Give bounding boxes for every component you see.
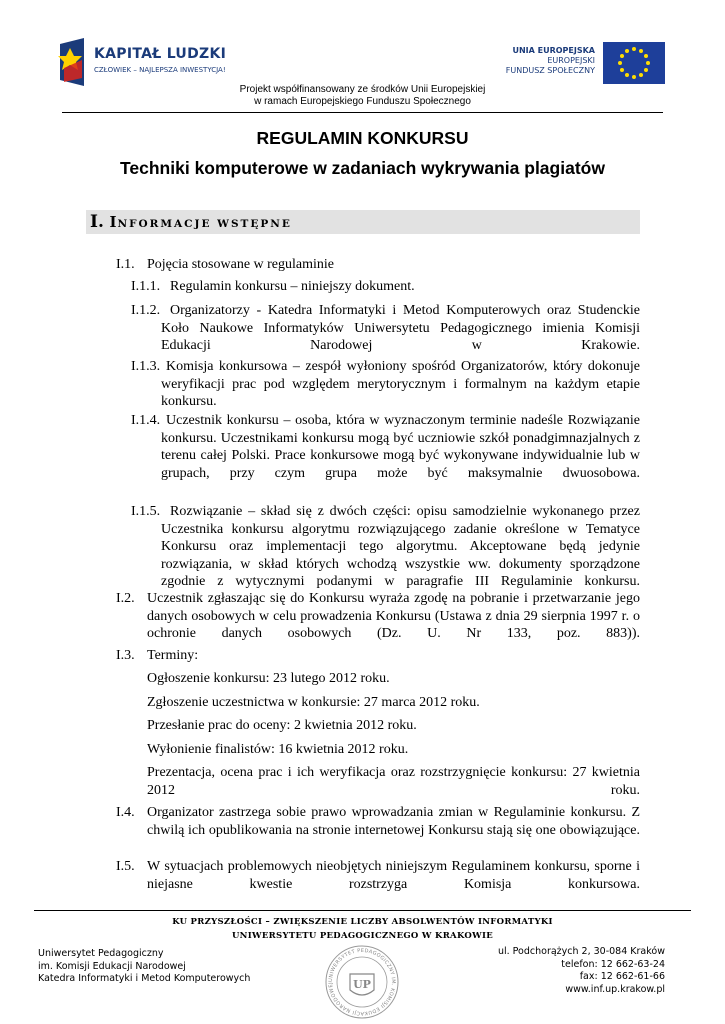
footer-address-left bbox=[38, 948, 250, 986]
list-item-i1-1 bbox=[131, 278, 646, 296]
term-submission bbox=[147, 717, 640, 735]
item-label: I.1. bbox=[116, 257, 135, 272]
eu-line-2: EUROPEJSKI bbox=[547, 56, 595, 65]
section-heading bbox=[90, 212, 292, 232]
footer-left-line: im. Komisji Edukacji Narodowej bbox=[38, 960, 186, 972]
cofinance-note bbox=[0, 84, 725, 108]
header-divider bbox=[62, 112, 663, 113]
item-label: I.1.2. bbox=[131, 303, 161, 318]
eu-line-1: UNIA EUROPEJSKA bbox=[512, 46, 595, 55]
footer-project-line-2: UNIWERSYTETU PEDAGOGICZNEGO W KRAKOWIE bbox=[231, 931, 494, 941]
kapital-ludzki-flag-icon bbox=[58, 38, 86, 86]
item-text: Organizatorzy - Katedra Informatyki i Metod Komputerowych oraz Studenckie Koło Naukowe Informatyków Uniwersytetu Pedagogicznego imienia Komisji Edukacji Narodowej w Krakowie. bbox=[161, 303, 640, 354]
list-item-i1-4 bbox=[131, 412, 640, 500]
eu-line-3: FUNDUSZ SPOŁECZNY bbox=[505, 66, 595, 75]
section-number: I. bbox=[90, 212, 104, 232]
footer-right-line: ul. Podchorążych 2, 30-084 Kraków bbox=[497, 946, 665, 957]
kapital-ludzki-logo bbox=[58, 38, 298, 88]
section-title-rest: NFORMACJE WSTĘPNE bbox=[117, 218, 292, 230]
footer-left-line: Uniwersytet Pedagogiczny bbox=[38, 948, 164, 959]
term-text: Wyłonienie finalistów: 16 kwietnia 2012 roku. bbox=[147, 742, 409, 757]
list-item-i1 bbox=[116, 256, 646, 274]
seal-mark: UP bbox=[353, 978, 371, 991]
kapital-ludzki-subtitle: CZŁOWIEK – NAJLEPSZA INWESTYCJA! bbox=[94, 66, 226, 74]
item-text: Regulamin konkursu – niniejszy dokument. bbox=[170, 279, 415, 294]
item-label: I.1.3. bbox=[131, 359, 161, 374]
section-first-letter: I bbox=[109, 213, 118, 231]
footer-divider bbox=[34, 910, 691, 911]
item-label: I.2. bbox=[116, 591, 135, 606]
item-label: I.5. bbox=[116, 859, 135, 874]
cofinance-line-2: w ramach Europejskiego Funduszu Społecznego bbox=[254, 96, 471, 107]
item-text: Organizator zastrzega sobie prawo wprowadzania zmian w Regulaminie konkursu. Z chwilą ich opublikowania na stronie internetowej Konkursu stają się one obowiązujące. bbox=[147, 805, 640, 838]
term-announcement bbox=[147, 670, 640, 688]
list-item-i5 bbox=[116, 858, 640, 911]
list-item-i3 bbox=[116, 647, 640, 665]
term-text: Przesłanie prac do oceny: 2 kwietnia 2012 roku. bbox=[147, 718, 417, 733]
item-text: Pojęcia stosowane w regulaminie bbox=[147, 257, 335, 272]
item-text: Uczestnik konkursu – osoba, która w wyznaczonym terminie nadeśle Rozwiązanie konkursu. Uczestnikami konkursu mogą być uczniowie szkół ponadgimnazjalnych z terenu całej Polski. Prace konkursowe mogą być wykonywane indywidualnie lub w grupach, przy czym grupa może być maksymalnie dwuosobowa. bbox=[161, 413, 640, 481]
term-text: Zgłoszenie uczestnictwa w konkursie: 27 marca 2012 roku. bbox=[147, 695, 480, 710]
item-label: I.1.1. bbox=[131, 279, 161, 294]
document-subtitle: Techniki komputerowe w zadaniach wykrywania plagiatów bbox=[120, 158, 605, 178]
footer-left-line: Katedra Informatyki i Metod Komputerowych bbox=[38, 973, 251, 984]
eu-flag-icon bbox=[603, 42, 665, 84]
eu-logo bbox=[465, 42, 665, 86]
item-text: Rozwiązanie – skład się z dwóch części: opisu samodzielnie wykonanego przez Uczestnika konkursu algorytmu rozwiązującego zadanie określone w Tematyce Konkursu oraz implementacji tego algorytmu. Akceptowane będą jedynie rozwiązania, w skład których wchodzą wszystkie ww. dokumenty sporządzone zgodnie z wytycznymi podanymi w paragrafie III Regulaminie konkursu. bbox=[161, 504, 640, 590]
kapital-ludzki-title: KAPITAŁ LUDZKI bbox=[94, 46, 227, 62]
footer-address-right bbox=[498, 946, 665, 996]
eu-logo-text bbox=[506, 46, 595, 76]
list-item-i4 bbox=[116, 804, 640, 857]
item-label: I.4. bbox=[116, 805, 135, 820]
footer-website-link[interactable]: www.inf.up.krakow.pl bbox=[565, 983, 665, 995]
footer-right-line: fax: 12 662-61-66 bbox=[579, 971, 665, 982]
item-text: Komisja konkursowa – zespół wyłoniony spośród Organizatorów, który dokonuje weryfikacji prac pod względem merytorycznym i formalnym na każdym etapie konkursu. bbox=[161, 359, 640, 410]
item-text: Terminy: bbox=[147, 648, 199, 663]
term-finalists bbox=[147, 741, 640, 759]
item-label: I.1.5. bbox=[131, 504, 161, 519]
footer-right-line: telefon: 12 662-63-24 bbox=[561, 958, 665, 970]
item-label: I.1.4. bbox=[131, 413, 161, 428]
seal-ring-text: UNIWERSYTET PEDAGOGICZNY IM. KOMISJI EDUKACJI NARODOWEJ bbox=[327, 947, 397, 1017]
university-seal-icon bbox=[324, 944, 400, 1020]
footer-project-line-1: KU PRZYSZŁOŚCI – ZWIĘKSZENIE LICZBY ABSOLWENTÓW INFORMATYKI bbox=[172, 917, 553, 927]
document-title: REGULAMIN KONKURSU bbox=[256, 128, 469, 148]
term-text: Ogłoszenie konkursu: 23 lutego 2012 roku. bbox=[147, 671, 390, 686]
term-registration bbox=[147, 694, 640, 712]
term-text: Prezentacja, ocena prac i ich weryfikacja oraz rozstrzygnięcie konkursu: 27 kwietnia 2012 roku. bbox=[147, 765, 640, 798]
item-label: I.3. bbox=[116, 648, 135, 663]
cofinance-line-1: Projekt współfinansowany ze środków Unii Europejskiej bbox=[239, 84, 486, 95]
item-text: W sytuacjach problemowych nieobjętych niniejszym Regulaminem konkursu, sporne i niejasne kwestie rozstrzyga Komisja konkursowa. bbox=[147, 859, 640, 892]
item-text: Uczestnik zgłaszając się do Konkursu wyraża zgodę na pobranie i przetwarzanie jego danych osobowych w celu prowadzenia Konkursu (Ustawa z dnia 29 sierpnia 1997 r. o ochronie danych osobowych (Dz. U. Nr 133, poz. 883)). bbox=[147, 591, 640, 642]
